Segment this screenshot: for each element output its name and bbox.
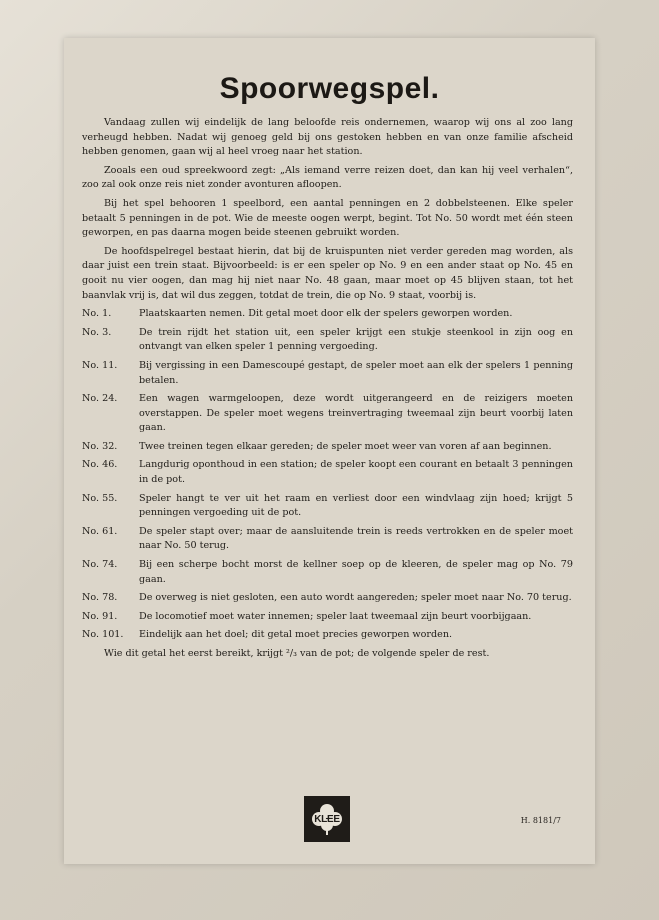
rule-number: No. 61. (82, 525, 118, 537)
rule-item (82, 610, 573, 625)
rule-item (82, 525, 573, 554)
rule-item (82, 392, 573, 436)
rule-number: No. 101. (82, 629, 124, 641)
rule-number: No. 55. (82, 492, 118, 504)
intro-paragraph: Zooals een oud spreekwoord zegt: „Als iemand verre reizen doet, dan kan hij veel verhalen“, zoo zal ook onze reis niet zonder avonturen afloopen. (82, 164, 573, 191)
rule-text: Speler hangt te ver uit het raam en verliest door een windvlaag zijn hoed; krijgt 5 penningen vergoeding uit de pot. (139, 492, 573, 519)
intro-paragraph: Bij het spel behooren 1 speelbord, een aantal penningen en 2 dobbelsteenen. Elke speler betaalt 5 penningen in de pot. Wie de meeste oogen werpt, begint. Tot No. 50 wordt met één steen geworpen, en pas daarna mogen beide steenen gebruikt worden. (82, 197, 573, 239)
rule-text: Plaatskaarten nemen. Dit getal moet door elk der spelers geworpen worden. (139, 308, 513, 320)
rules-text (82, 116, 573, 662)
rule-text: Bij vergissing in een Damescoupé gestapt, de speler moet aan elk der spelers 1 penning betalen. (139, 359, 573, 386)
rule-item (82, 591, 573, 606)
rule-item (82, 558, 573, 587)
rule-text: Bij een scherpe bocht morst de kellner soep op de kleeren, de speler mag op No. 79 gaan. (139, 559, 573, 585)
rule-item (82, 440, 573, 455)
rule-text: De trein rijdt het station uit, een speler krijgt een stukje steenkool in zijn oog en ontvangt van elken speler 1 penning vergoeding. (139, 326, 573, 353)
klee-logo (304, 796, 350, 842)
intro-paragraph: Vandaag zullen wij eindelijk de lang beloofde reis ondernemen, waarop wij ons al zoo lang verheugd hebben. Nadat wij genoeg geld bij ons gestoken hebben en van onze familie afscheid hebben genomen, gaan wij al heel vroeg naar het station. (82, 117, 573, 158)
rule-text: De locomotief moet water innemen; speler laat tweemaal zijn beurt voorbijgaan. (139, 610, 532, 622)
rule-item (82, 307, 573, 322)
rule-number: No. 24. (82, 393, 118, 405)
rule-number: No. 78. (82, 592, 118, 604)
intro-paragraph: De hoofdspelregel bestaat hierin, dat bij de kruispunten niet verder gereden mag worden, als daar juist een trein staat. Bijvoorbeeld: is er een speler op No. 9 en een ander staat op No. 45 en gooit nu vier oogen, dan mag hij niet naar No. 48 gaan, maar moet op 45 blijven staan, tot het baanvlak vrij is, dat wil dus zeggen, totdat de trein, die op No. 9 staat, voorbij is. (82, 245, 573, 301)
closing-paragraph: Wie dit getal het eerst bereikt, krijgt ²/₃ van de pot; de volgende speler de rest. (104, 648, 490, 659)
logo-label: KLEE (314, 814, 340, 825)
rule-text: Eindelijk aan het doel; dit getal moet precies geworpen worden. (139, 629, 453, 641)
rule-number: No. 46. (82, 459, 118, 471)
rule-number: No. 11. (82, 359, 118, 371)
catalog-number: H. 8181/7 (520, 816, 561, 825)
rule-item (82, 458, 573, 487)
rule-text: Twee treinen tegen elkaar gereden; de speler moet weer van voren af aan beginnen. (139, 440, 552, 452)
rule-number: No. 1. (82, 308, 112, 320)
rule-number: No. 3. (82, 326, 112, 338)
rule-number: No. 32. (82, 440, 118, 452)
rules-sheet (64, 38, 595, 864)
rule-text: Langdurig oponthoud in een station; de speler koopt een courant en betaalt 3 penningen in de pot. (139, 459, 573, 486)
rule-item (82, 628, 573, 643)
rule-item (82, 326, 573, 355)
rule-number: No. 74. (82, 559, 118, 571)
rule-text: De overweg is niet gesloten, een auto wordt aangereden; speler moet naar No. 70 terug. (139, 592, 572, 604)
rule-text: Een wagen warmgeloopen, deze wordt uitgerangeerd en de reizigers moeten overstappen. De speler moet wegens treinvertraging tweemaal zijn beurt voorbij laten gaan. (139, 393, 573, 434)
rule-item (82, 359, 573, 388)
rule-number: No. 91. (82, 610, 118, 622)
rule-text: De speler stapt over; maar de aansluitende trein is reeds vertrokken en de speler moet naar No. 50 terug. (139, 525, 573, 552)
rule-item (82, 492, 573, 521)
page-title: Spoorwegspel. (219, 72, 440, 105)
